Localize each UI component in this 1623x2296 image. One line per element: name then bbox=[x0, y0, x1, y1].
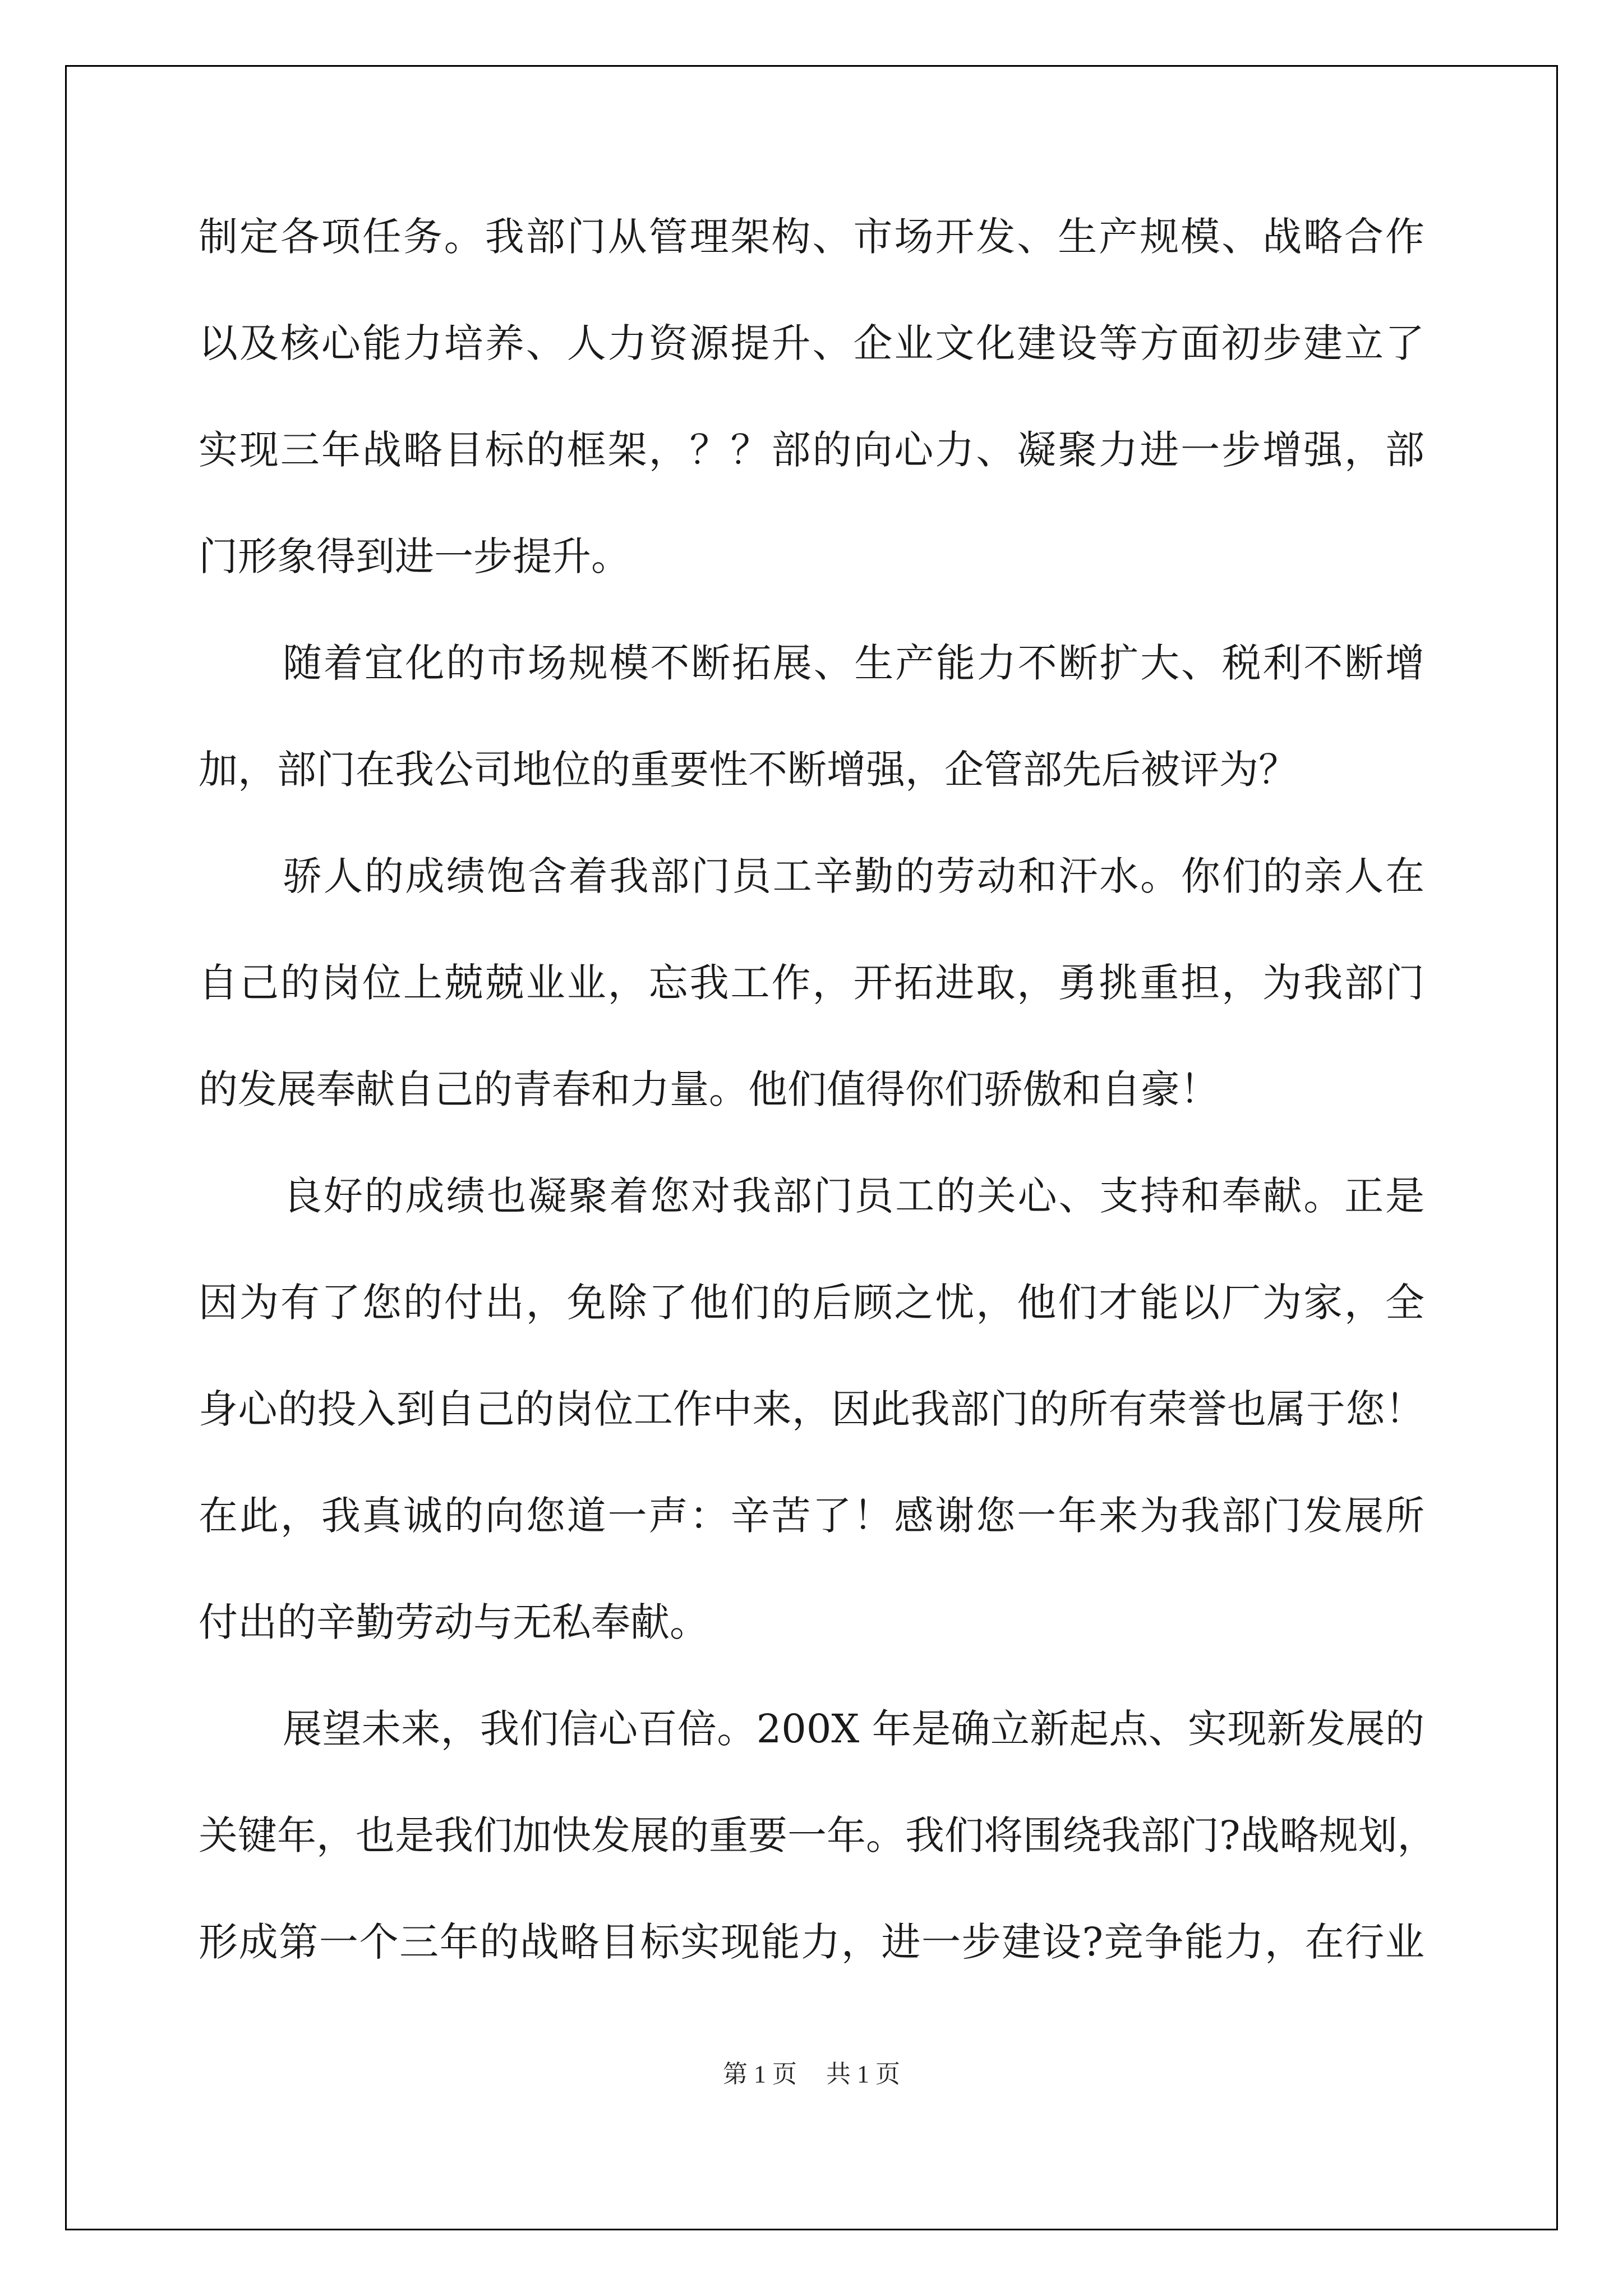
paragraph-line: 形成第一个三年的战略目标实现能力，进一步建设?竞争能力，在行业 bbox=[199, 1919, 1424, 1965]
paragraph-line: 以及核心能力培养、人力资源提升、企业文化建设等方面初步建立了 bbox=[199, 320, 1424, 366]
paragraph-line: 因为有了您的付出，免除了他们的后顾之忧，他们才能以厂为家，全 bbox=[199, 1280, 1424, 1326]
paragraph-line: 门形象得到进一步提升。 bbox=[199, 533, 630, 579]
paragraph-line: 自己的岗位上兢兢业业，忘我工作，开拓进取，勇挑重担，为我部门 bbox=[199, 960, 1424, 1006]
paragraph-line: 良好的成绩也凝聚着您对我部门员工的关心、支持和奉献。正是 bbox=[283, 1173, 1424, 1219]
paragraph-line: 付出的辛勤劳动与无私奉献。 bbox=[199, 1599, 709, 1645]
page-number: 第 1 页 bbox=[723, 2060, 797, 2088]
paragraph-line: 实现三年战略目标的框架，？？部的向心力、凝聚力进一步增强，部 bbox=[199, 427, 1424, 473]
paragraph-line: 骄人的成绩饱含着我部门员工辛勤的劳动和汗水。你们的亲人在 bbox=[283, 853, 1424, 899]
paragraph-line: 身心的投入到自己的岗位工作中来，因此我部门的所有荣誉也属于您！ bbox=[199, 1386, 1424, 1432]
paragraph-line: 加，部门在我公司地位的重要性不断增强，企管部先后被评为？ bbox=[199, 747, 1298, 793]
paragraph-line: 在此，我真诚的向您道一声：辛苦了！感谢您一年来为我部门发展所 bbox=[199, 1493, 1424, 1539]
page-border bbox=[65, 65, 1558, 2230]
paragraph-line: 制定各项任务。我部门从管理架构、市场开发、生产规模、战略合作 bbox=[199, 214, 1424, 260]
paragraph-line: 的发展奉献自己的青春和力量。他们值得你们骄傲和自豪！ bbox=[199, 1066, 1219, 1112]
paragraph-line: 关键年，也是我们加快发展的重要一年。我们将围绕我部门?战略规划， bbox=[199, 1812, 1437, 1858]
paragraph-line: 展望未来，我们信心百倍。200X 年是确立新起点、实现新发展的 bbox=[283, 1706, 1424, 1752]
page-total: 共 1 页 bbox=[826, 2060, 900, 2088]
paragraph-line: 随着宜化的市场规模不断拓展、生产能力不断扩大、税利不断增 bbox=[283, 640, 1424, 686]
page-footer bbox=[0, 2058, 1623, 2091]
